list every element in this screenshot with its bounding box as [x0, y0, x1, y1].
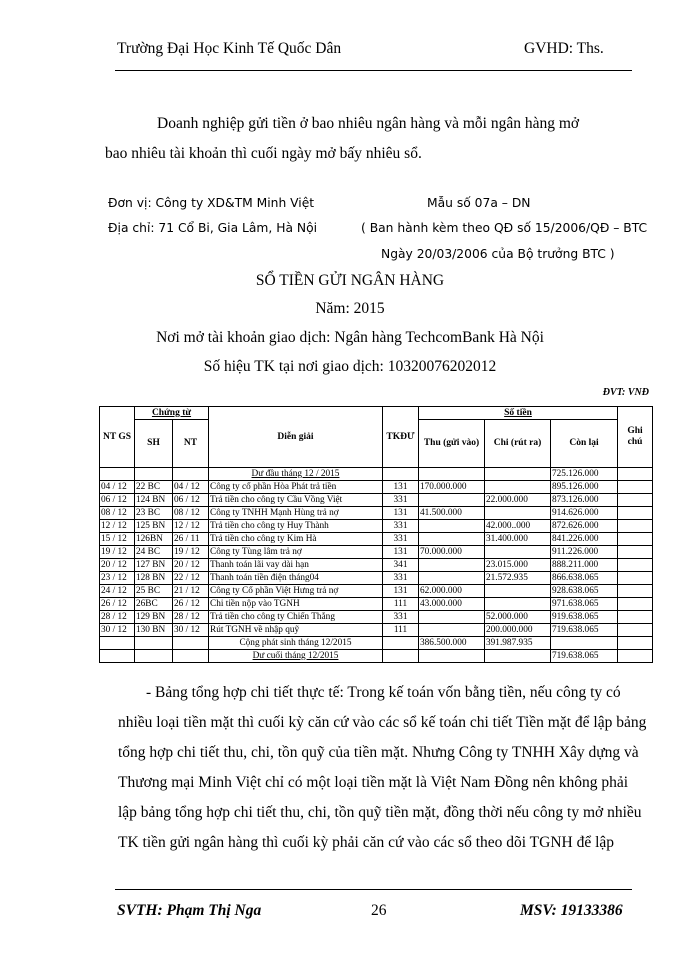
cell-tk: 331 [383, 520, 419, 533]
cell-note [618, 559, 653, 572]
cell-note [618, 533, 653, 546]
cell-thu [419, 520, 485, 533]
cell-nt: 22 / 12 [173, 572, 209, 585]
col-con-lai: Còn lại [551, 420, 618, 468]
cell-desc: Trả tiền cho công ty Chiến Thắng [209, 611, 383, 624]
cell-note [618, 598, 653, 611]
cell-ntgs: 06 / 12 [100, 494, 135, 507]
body-line-3: tổng hợp chi tiết thu, chi, tồn quỹ của tiền mặt. Nhưng Công ty TNHH Xây dựng và [118, 744, 639, 761]
decree-line-1: ( Ban hành kèm theo QĐ số 15/2006/QĐ – BTC [361, 221, 648, 235]
cell-sh: 26BC [135, 598, 173, 611]
cell-chi [485, 507, 551, 520]
cell-desc: Rút TGNH về nhập quỹ [209, 624, 383, 637]
footer-divider [115, 889, 632, 890]
cell-tk: 331 [383, 494, 419, 507]
cell-desc: Công ty cổ phần Hòa Phát trả tiền [209, 481, 383, 494]
body-line-4: Thương mại Minh Việt chỉ có một loại tiền mặt là Việt Nam Đồng nên không phải [118, 774, 629, 791]
cell-balance: 888.211.000 [551, 559, 618, 572]
cell-tk: 331 [383, 611, 419, 624]
cell-note [618, 572, 653, 585]
header-divider [115, 70, 632, 71]
totals-chi: 391.987.935 [485, 637, 551, 650]
cell-balance: 971.638.065 [551, 598, 618, 611]
cell-ntgs: 12 / 12 [100, 520, 135, 533]
cell-chi [485, 546, 551, 559]
cell-desc: Công ty Tùng lâm trả nợ [209, 546, 383, 559]
cell-thu [419, 559, 485, 572]
header-school: Trường Đại Học Kinh Tế Quốc Dân [117, 40, 342, 57]
cell-tk: 131 [383, 585, 419, 598]
cell-chi: 21.572.935 [485, 572, 551, 585]
cell-tk: 341 [383, 559, 419, 572]
table-row [100, 585, 653, 598]
closing-label: Dư cuối tháng 12/2015 [209, 650, 383, 663]
cell-thu [419, 611, 485, 624]
cell-thu: 62.000.000 [419, 585, 485, 598]
table-row [100, 598, 653, 611]
cell-balance: 719.638.065 [551, 624, 618, 637]
cell-nt: 04 / 12 [173, 481, 209, 494]
cell-nt: 21 / 12 [173, 585, 209, 598]
col-note: Ghi chú [618, 407, 653, 468]
cell-desc: Thanh toán tiền điện tháng04 [209, 572, 383, 585]
table-row [100, 520, 653, 533]
footer-student: SVTH: Phạm Thị Nga [117, 902, 262, 919]
closing-row [100, 650, 653, 663]
cell-note [618, 611, 653, 624]
ledger-year: Năm: 2015 [315, 300, 385, 317]
cell-ntgs: 26 / 12 [100, 598, 135, 611]
closing-balance: 719.638.065 [551, 650, 618, 663]
cell-sh: 22 BC [135, 481, 173, 494]
cell-note [618, 624, 653, 637]
cell-ntgs: 04 / 12 [100, 481, 135, 494]
cell-note [618, 546, 653, 559]
table-row [100, 611, 653, 624]
cell-thu [419, 624, 485, 637]
cell-ntgs: 28 / 12 [100, 611, 135, 624]
cell-nt: 06 / 12 [173, 494, 209, 507]
cell-desc: Trả tiền cho công ty Kim Hà [209, 533, 383, 546]
cell-note [618, 585, 653, 598]
cell-desc: Công ty Cổ phần Việt Hưng trả nợ [209, 585, 383, 598]
col-ntgs: NT GS [100, 407, 135, 468]
cell-nt: 28 / 12 [173, 611, 209, 624]
cell-nt: 20 / 12 [173, 559, 209, 572]
cell-desc: Chi tiền nộp vào TGNH [209, 598, 383, 611]
cell-desc: Thanh toán lãi vay dài hạn [209, 559, 383, 572]
page-number: 26 [371, 902, 387, 919]
totals-label: Cộng phát sinh tháng 12/2015 [209, 637, 383, 650]
cell-nt: 12 / 12 [173, 520, 209, 533]
cell-sh: 24 BC [135, 546, 173, 559]
cell-tk: 111 [383, 624, 419, 637]
cell-balance: 928.638.065 [551, 585, 618, 598]
cell-thu: 170.000.000 [419, 481, 485, 494]
col-thu: Thu (gửi vào) [419, 420, 485, 468]
col-voucher: Chứng từ [135, 407, 209, 420]
cell-nt: 30 / 12 [173, 624, 209, 637]
bank-ledger-table [99, 406, 653, 663]
opening-balance: 725.126.000 [551, 468, 618, 481]
ledger-title: SỔ TIỀN GỬI NGÂN HÀNG [255, 272, 445, 289]
cell-sh: 25 BC [135, 585, 173, 598]
body-line-5: lập bảng tổng hợp chi tiết thu, chi, tồn quỹ tiền mặt, đồng thời nếu công ty mở nhiều [118, 804, 642, 821]
cell-sh: 127 BN [135, 559, 173, 572]
table-row [100, 572, 653, 585]
cell-note [618, 507, 653, 520]
cell-balance: 866.638.065 [551, 572, 618, 585]
form-number: Mẫu số 07a – DN [427, 196, 531, 210]
cell-note [618, 481, 653, 494]
cell-nt: 26 / 12 [173, 598, 209, 611]
cell-chi: 23.015.000 [485, 559, 551, 572]
cell-chi: 22.000.000 [485, 494, 551, 507]
table-row [100, 533, 653, 546]
cell-chi: 52.000.000 [485, 611, 551, 624]
cell-thu: 41.500.000 [419, 507, 485, 520]
unit-label: Đơn vị: Công ty XD&TM Minh Việt [108, 196, 315, 210]
cell-thu: 43.000.000 [419, 598, 485, 611]
table-row [100, 559, 653, 572]
cell-tk: 331 [383, 533, 419, 546]
cell-thu [419, 572, 485, 585]
cell-sh: 124 BN [135, 494, 173, 507]
totals-thu: 386.500.000 [419, 637, 485, 650]
cell-chi: 42.000..000 [485, 520, 551, 533]
body-line-6: TK tiền gửi ngân hàng thì cuối kỳ phải căn cứ vào các sổ theo dõi TGNH để lập [118, 834, 615, 851]
address-label: Địa chỉ: 71 Cổ Bi, Gia Lâm, Hà Nội [108, 221, 318, 235]
body-paragraph [118, 678, 653, 858]
cell-nt: 19 / 12 [173, 546, 209, 559]
cell-tk: 131 [383, 546, 419, 559]
totals-row [100, 637, 653, 650]
cell-note [618, 494, 653, 507]
cell-chi [485, 481, 551, 494]
cell-chi: 31.400.000 [485, 533, 551, 546]
cell-chi: 200.000.000 [485, 624, 551, 637]
cell-balance: 914.626.000 [551, 507, 618, 520]
footer-msv: MSV: 19133386 [520, 902, 623, 919]
cell-tk: 331 [383, 572, 419, 585]
cell-desc: Trả tiền cho công ty Cầu Vồng Việt [209, 494, 383, 507]
cell-sh: 23 BC [135, 507, 173, 520]
cell-balance: 911.226.000 [551, 546, 618, 559]
cell-ntgs: 15 / 12 [100, 533, 135, 546]
cell-ntgs: 23 / 12 [100, 572, 135, 585]
cell-sh: 126BN [135, 533, 173, 546]
cell-tk: 131 [383, 481, 419, 494]
cell-nt: 08 / 12 [173, 507, 209, 520]
col-chi: Chi (rút ra) [485, 420, 551, 468]
cell-note [618, 520, 653, 533]
body-line-1: - Bảng tổng hợp chi tiết thực tế: Trong kế toán vốn bằng tiền, nếu công ty có [146, 684, 621, 701]
cell-balance: 872.626.000 [551, 520, 618, 533]
intro-paragraph [105, 109, 632, 169]
cell-desc: Trả tiền cho công ty Huy Thành [209, 520, 383, 533]
cell-desc: Công ty TNHH Mạnh Hùng trả nợ [209, 507, 383, 520]
header-advisor: GVHD: Ths. [524, 40, 604, 57]
cell-nt: 26 / 11 [173, 533, 209, 546]
cell-sh: 125 BN [135, 520, 173, 533]
cell-chi [485, 585, 551, 598]
cell-balance: 895.126.000 [551, 481, 618, 494]
cell-thu: 70.000.000 [419, 546, 485, 559]
opening-row [100, 468, 653, 481]
col-desc: Diễn giải [209, 407, 383, 468]
table-row [100, 624, 653, 637]
bank-name: Nơi mở tài khoản giao dịch: Ngân hàng TechcomBank Hà Nội [156, 329, 544, 346]
col-amount: Số tiền [419, 407, 618, 420]
cell-ntgs: 20 / 12 [100, 559, 135, 572]
cell-tk: 111 [383, 598, 419, 611]
table-row [100, 494, 653, 507]
cell-ntgs: 24 / 12 [100, 585, 135, 598]
body-line-2: nhiều loại tiền mặt thì cuối kỳ căn cứ vào các sổ kế toán chi tiết Tiền mặt để lập bảng [118, 714, 647, 731]
cell-sh: 128 BN [135, 572, 173, 585]
cell-ntgs: 19 / 12 [100, 546, 135, 559]
account-number: Số hiệu TK tại nơi giao dịch: 10320076202012 [203, 358, 497, 375]
cell-thu [419, 533, 485, 546]
opening-label: Dư đầu tháng 12 / 2015 [209, 468, 383, 481]
cell-tk: 131 [383, 507, 419, 520]
cell-thu [419, 494, 485, 507]
col-sh: SH [135, 420, 173, 468]
table-row [100, 481, 653, 494]
cell-sh: 129 BN [135, 611, 173, 624]
decree-line-2: Ngày 20/03/2006 của Bộ trưởng BTC ) [381, 247, 615, 261]
intro-line-1: Doanh nghiệp gửi tiền ở bao nhiêu ngân hàng và mỗi ngân hàng mở [157, 115, 580, 132]
cell-balance: 841.226.000 [551, 533, 618, 546]
cell-ntgs: 30 / 12 [100, 624, 135, 637]
cell-sh: 130 BN [135, 624, 173, 637]
cell-balance: 919.638.065 [551, 611, 618, 624]
intro-line-2: bao nhiêu tài khoản thì cuối ngày mở bấy nhiêu sổ. [105, 145, 422, 162]
table-row [100, 507, 653, 520]
currency-unit: ĐVT: VNĐ [602, 387, 649, 398]
col-tkdu: TKĐƯ [383, 407, 419, 468]
col-nt: NT [173, 420, 209, 468]
table-row [100, 546, 653, 559]
cell-ntgs: 08 / 12 [100, 507, 135, 520]
cell-balance: 873.126.000 [551, 494, 618, 507]
cell-chi [485, 598, 551, 611]
